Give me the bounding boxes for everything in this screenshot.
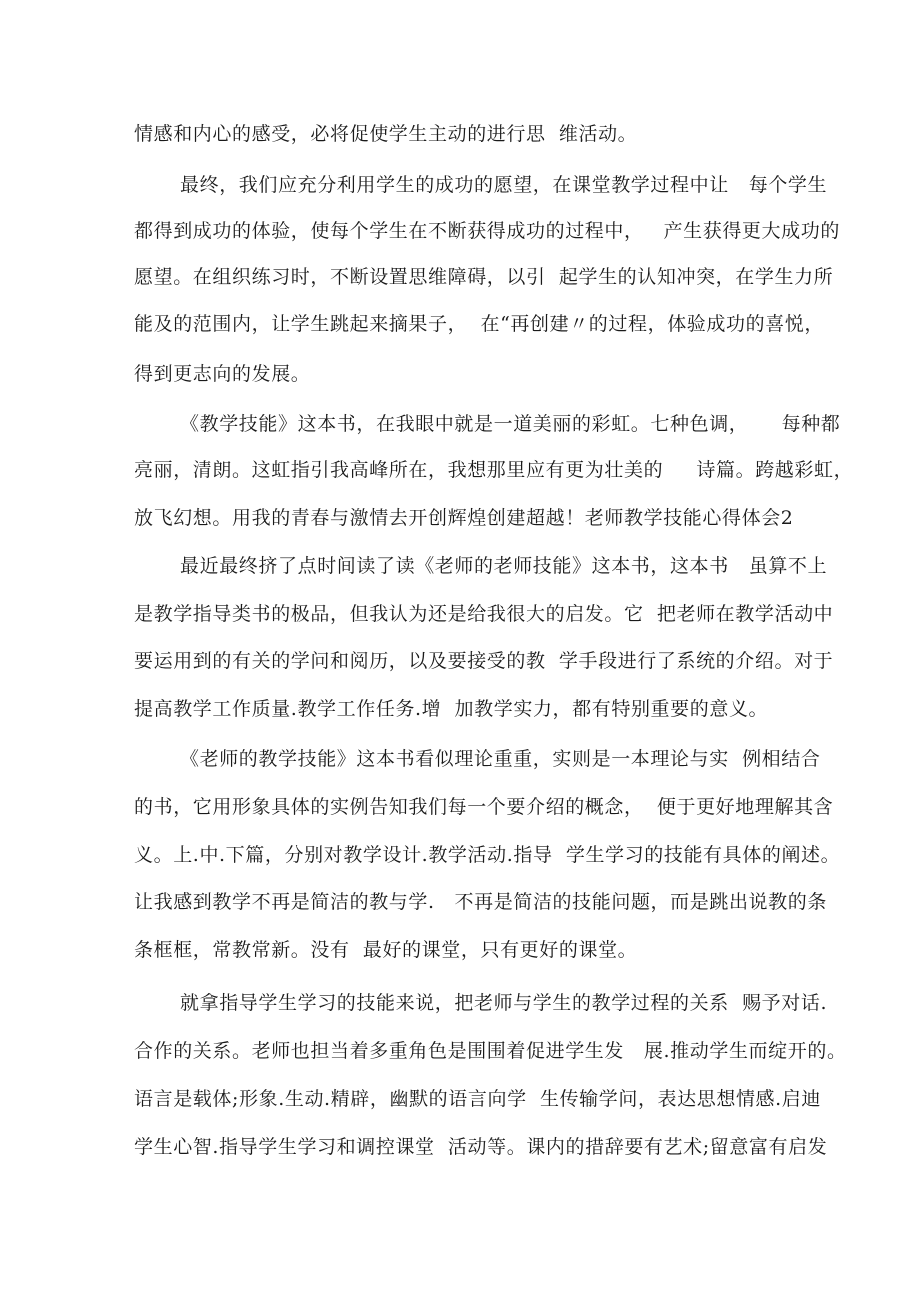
text-line: 愿望。在组织练习时，不断设置思维障碍，以引 起学生的认知冲突，在学生力所 <box>134 266 834 288</box>
text-line: 亮丽，清朗。这虹指引我高峰所在，我想那里应有更为壮美的 诗篇。跨越彩虹， <box>134 459 854 481</box>
text-line: 是教学指导类书的极品，但我认为还是给我很大的启发。它 把老师在教学活动中 <box>134 603 834 625</box>
text-line: 的书，它用形象具体的实例告知我们每一个要介绍的概念， 便于更好地理解其含 <box>134 796 834 818</box>
text-line: 就拿指导学生学习的技能来说，把老师与学生的教学过程的关系 赐予对话. <box>180 992 828 1014</box>
text-line: 让我感到教学不再是简洁的教与学. 不再是简洁的技能问题，而是跳出说教的条 <box>134 891 827 913</box>
text-line: 提高教学工作质量.教学工作任务.增 加教学实力，都有特别重要的意义。 <box>134 698 769 720</box>
text-line: 最近最终挤了点时间读了读《老师的老师技能》这本书，这本书 虽算不上 <box>180 555 828 577</box>
text-line: 《教学技能》这本书，在我眼中就是一道美丽的彩虹。七种色调， 每种都 <box>180 413 841 435</box>
text-line: 放飞幻想。用我的青春与激情去开创辉煌创建超越！老师教学技能心得体会2 <box>134 507 794 529</box>
text-line: 得到更志向的发展。 <box>134 363 311 385</box>
text-line: 条框框，常教常新。没有 最好的课堂，只有更好的课堂。 <box>134 939 638 961</box>
text-line: 最终，我们应充分利用学生的成功的愿望，在课堂教学过程中让 每个学生 <box>180 174 828 196</box>
text-line: 情感和内心的感受，必将促使学生主动的进行思 维活动。 <box>134 123 638 145</box>
text-line: 语言是载体;形象.生动.精辟，幽默的语言向学 生传输学问，表达思想情感.启迪 <box>134 1088 822 1110</box>
text-line: 能及的范围内，让学生跳起来摘果子， 在“再创建〃的过程，体验成功的喜悦， <box>134 313 824 335</box>
text-line: 学生心智.指导学生学习和调控课堂 活动等。课内的措辞要有艺术;留意富有启发 <box>134 1136 828 1158</box>
text-line: 《老师的教学技能》这本书看似理论重重，实则是一本理论与实 例相结合 <box>180 748 821 770</box>
text-line: 都得到成功的体验，使每个学生在不断获得成功的过程中， 产生获得更大成功的 <box>134 220 840 242</box>
text-line: 义。上.中.下篇，分别对教学设计.教学活动.指导 学生学习的技能有具体的阐述。 <box>134 844 841 866</box>
text-line: 要运用到的有关的学问和阅历，以及要接受的教 学手段进行了系统的介绍。对于 <box>134 650 834 672</box>
text-line: 合作的关系。老师也担当着多重角色是围围着促进学生发 展.推动学生而绽开的。 <box>134 1040 847 1062</box>
